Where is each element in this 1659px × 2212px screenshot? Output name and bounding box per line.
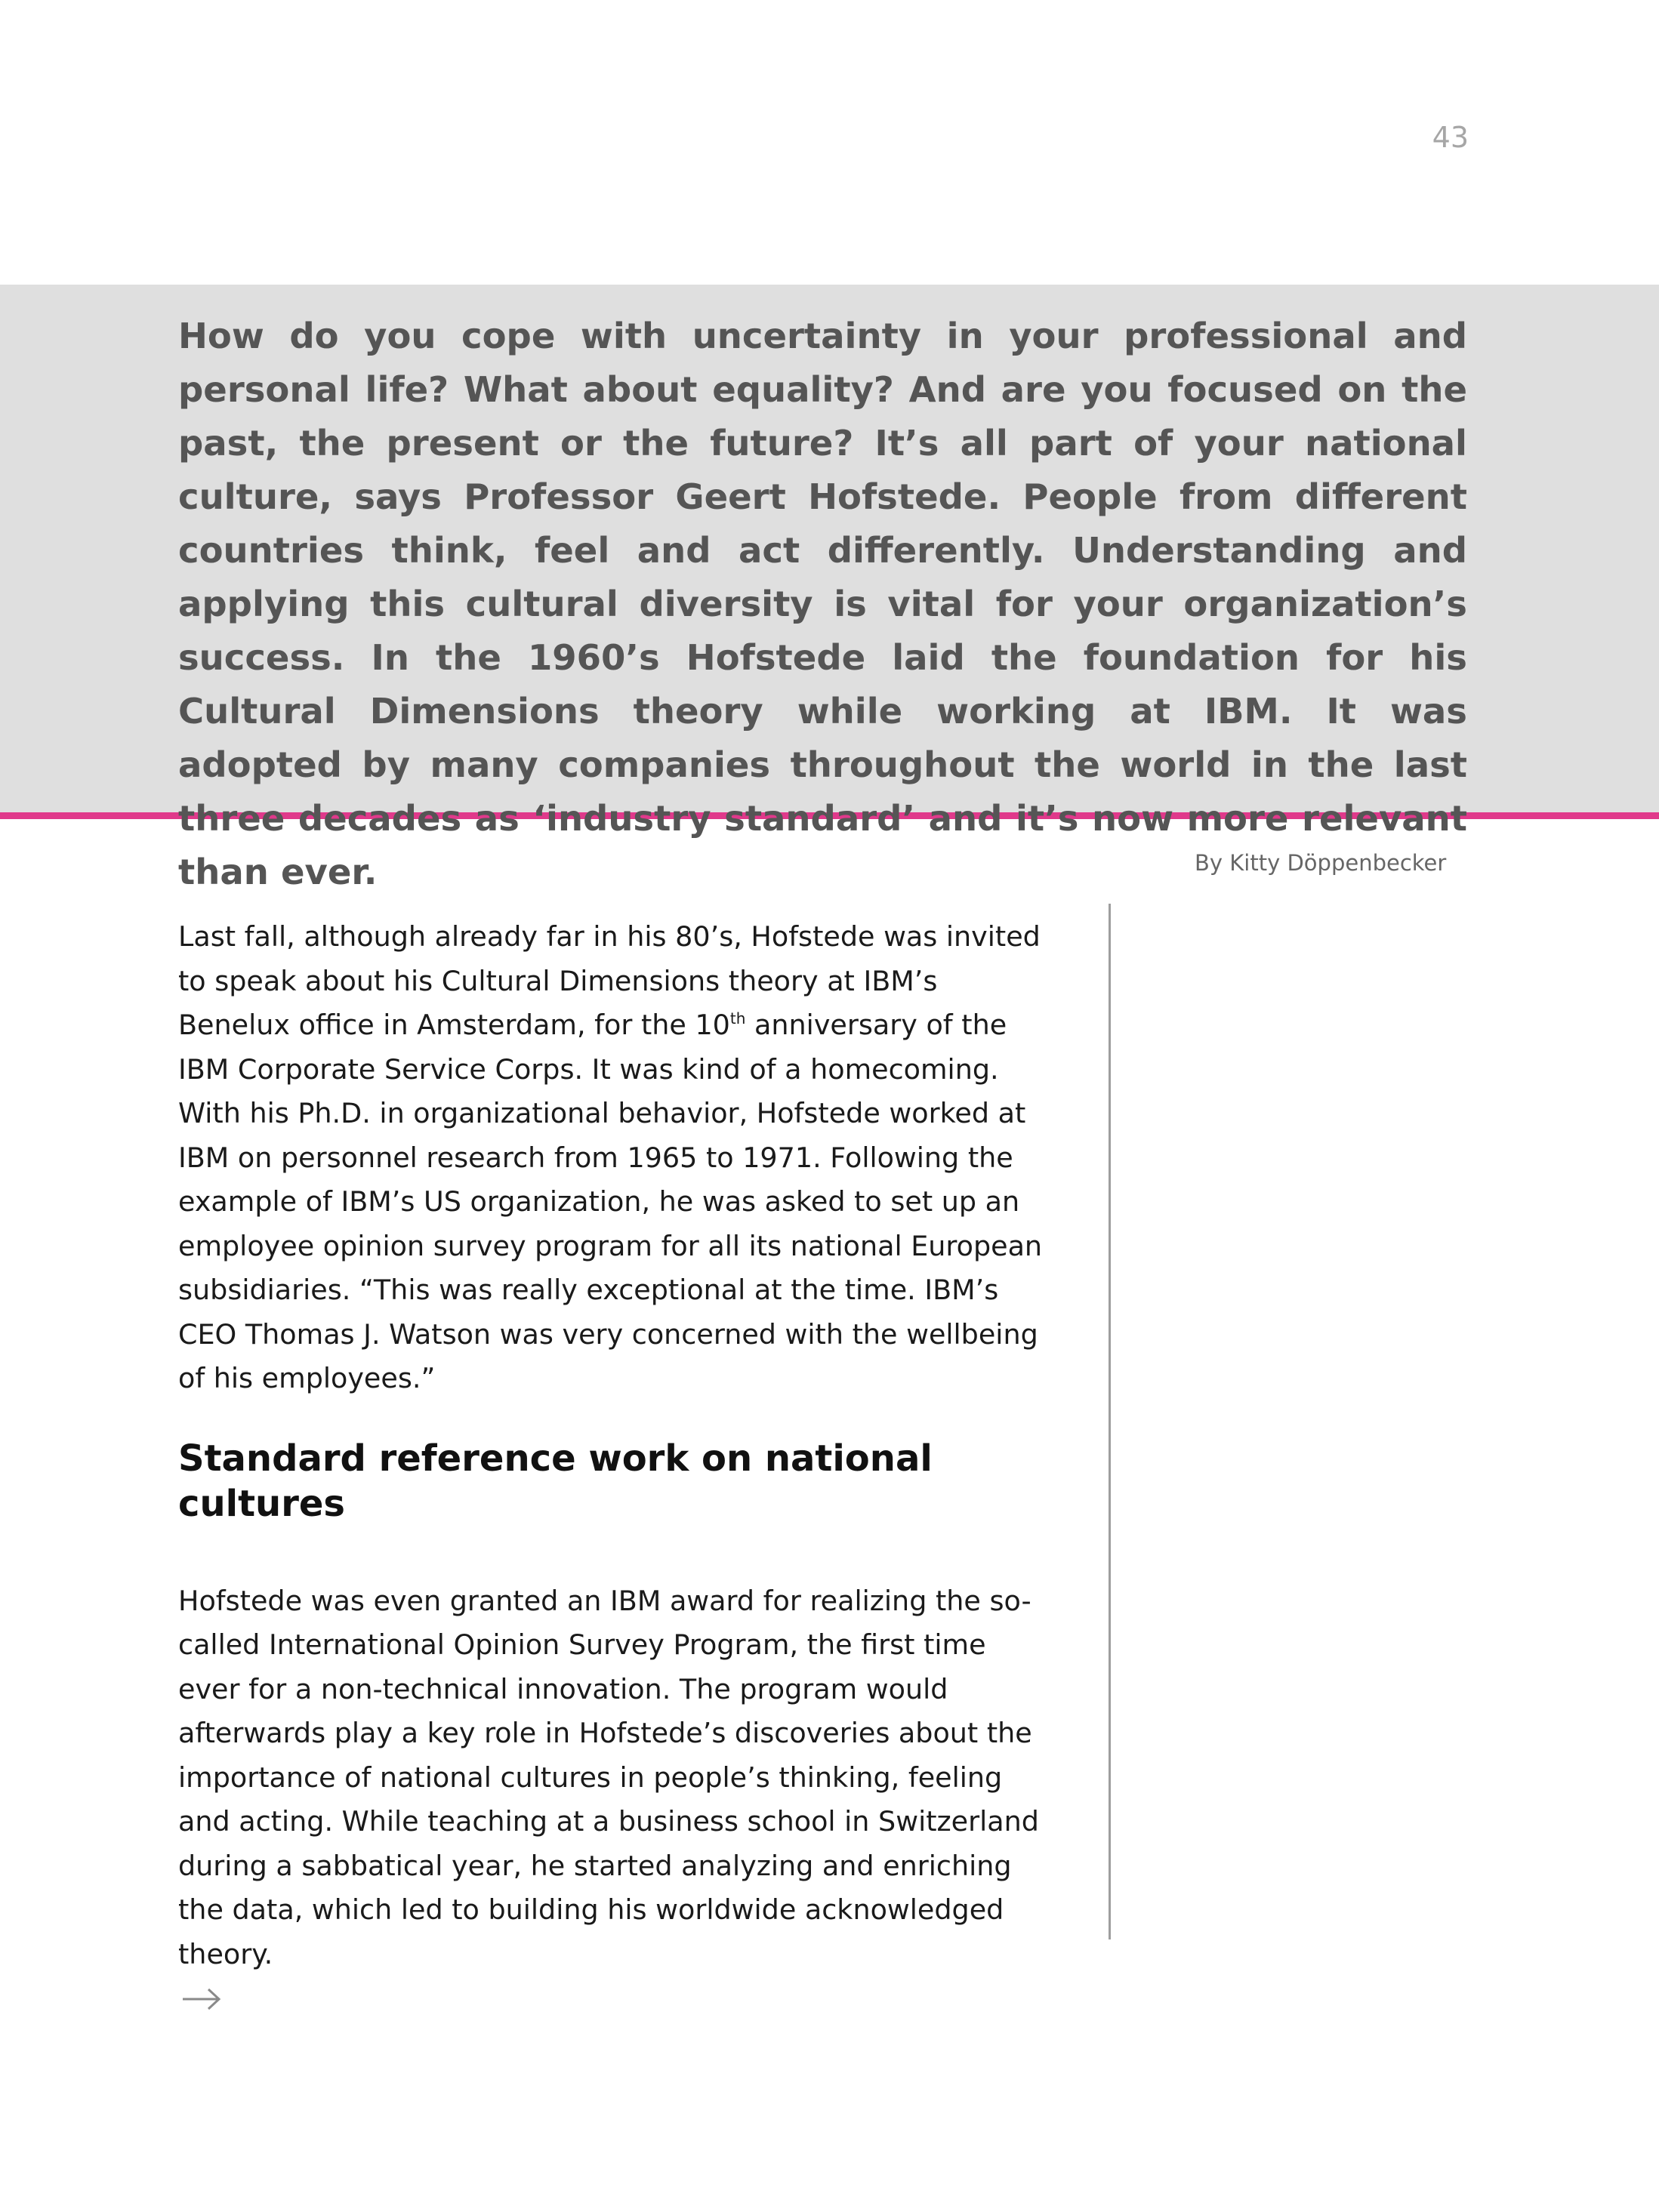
article-paragraph-2: Hofstede was even granted an IBM award for realizing the so-called International Opinion Survey Program, the first time ever for a non-technical innovation. The program would afterwards play a key role in Hofstede’s discoveries about the importance of national cultures in people’s thinking, feeling and acting. While teaching at a business school in Switzerland during a sabbatical year, he started analyzing and enriching the data, which led to building his worldwide acknowledged theory. bbox=[178, 1584, 1039, 1970]
page-number: 43 bbox=[1432, 121, 1469, 154]
section-heading: Standard reference work on national cultures bbox=[178, 1437, 933, 1525]
column-divider bbox=[1109, 904, 1111, 1939]
arrow-right-icon[interactable] bbox=[178, 1984, 224, 2017]
byline: By Kitty Döppenbecker bbox=[1195, 850, 1447, 876]
paragraph-1-text-end: anniversary of the IBM Corporate Service Corps. It was kind of a homecoming. With his Ph.D. in organizational behavior, Hofstede worked at IBM on personnel research from 1965 to 1971. Following the example of IBM’s US organization, he was asked to set up an employee opinion survey program for all its national European subsidiaries. “This was really exceptional at the time. IBM’s CEO Thomas J. Watson was very concerned with the wellbeing of his employees.” bbox=[178, 1009, 1043, 1394]
article-body bbox=[178, 915, 1054, 2017]
paragraph-1-text-start: Last fall, although already far in his 80’s, Hofstede was invited to speak about his Cultural Dimensions theory at IBM’s Benelux office in Amsterdam, for the 10 bbox=[178, 920, 1041, 1041]
intro-lead-text: How do you cope with uncertainty in your professional and personal life? What about equality? And are you focused on the past, the present or the future? It’s all part of your national culture, says Professor Geert Hofstede. People from different countries think, feel and act differently. Understanding and applying this cultural diversity is vital for your organization’s success. In the 1960’s Hofstede laid the foundation for his Cultural Dimensions theory while working at IBM. It was adopted by many companies throughout the world in the last three decades as ‘industry standard’ and it’s now more relevant than ever. bbox=[178, 316, 1467, 892]
ordinal-suffix: th bbox=[729, 1009, 746, 1027]
article-paragraph-1 bbox=[178, 915, 1054, 1401]
